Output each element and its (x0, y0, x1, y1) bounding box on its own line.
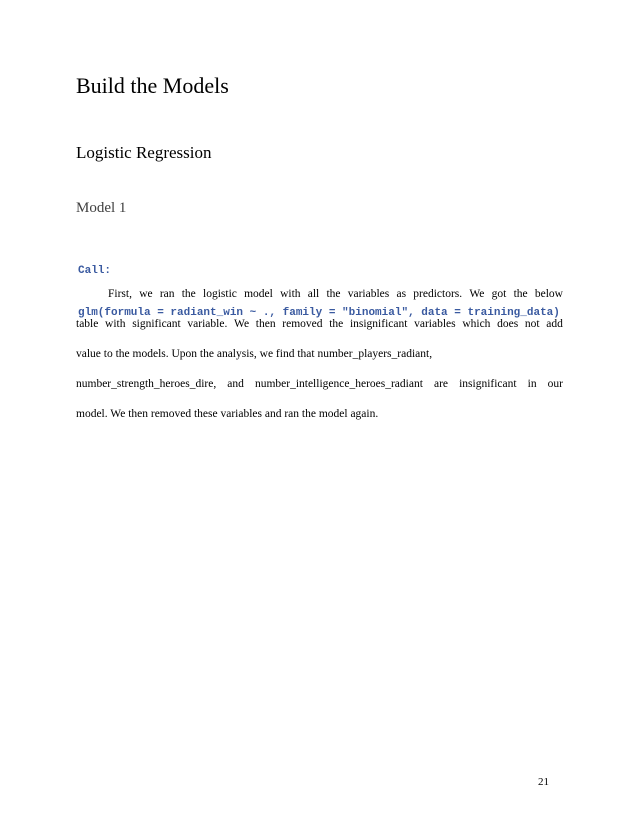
word: the (513, 288, 528, 300)
code-line-glm: glm(formula = radiant_win ~ ., family = "binomial", data = training_data) (78, 307, 560, 319)
word: our (547, 378, 563, 390)
word: removed (282, 318, 323, 330)
justified-line (76, 378, 563, 390)
word: with (280, 288, 301, 300)
word: and (227, 378, 244, 390)
page-number: 21 (538, 776, 549, 788)
word: got (491, 288, 507, 300)
word: variables (347, 288, 390, 300)
word: as (396, 288, 407, 300)
justified-line (76, 318, 563, 330)
model-heading: Model 1 (76, 200, 127, 216)
word: add (546, 318, 563, 330)
paragraph-line-4 (76, 378, 563, 390)
word: First, (108, 288, 132, 300)
word: not (524, 318, 540, 330)
word: with (105, 318, 126, 330)
word: table (76, 318, 99, 330)
paragraph-line-1 (108, 288, 563, 300)
word: insignificant (459, 378, 517, 390)
paragraph-line-2 (76, 318, 563, 330)
word: does (497, 318, 519, 330)
word: number_intelligence_heroes_radiant (254, 378, 423, 390)
word: ran (159, 288, 175, 300)
word: the (181, 288, 196, 300)
word: all (307, 288, 320, 300)
word: in (527, 378, 537, 390)
word: model (244, 288, 273, 300)
word: logistic (203, 288, 237, 300)
section-heading: Build the Models (76, 73, 229, 98)
word: are (433, 378, 449, 390)
paragraph-line-3: value to the models. Upon the analysis, we find that number_players_radiant, (76, 348, 433, 360)
paragraph-line-5: model. We then removed these variables and ran the model again. (76, 408, 379, 420)
word: We (469, 288, 485, 300)
word: below (534, 288, 563, 300)
word: the (329, 318, 344, 330)
word: we (139, 288, 153, 300)
word: which (462, 318, 491, 330)
word: predictors. (413, 288, 463, 300)
word: number_strength_heroes_dire, (76, 378, 217, 390)
word: then (255, 318, 276, 330)
word: variables (414, 318, 456, 330)
word: significant (132, 318, 181, 330)
word: We (234, 318, 250, 330)
word: the (326, 288, 341, 300)
word: insignificant (349, 318, 408, 330)
subsection-heading: Logistic Regression (76, 143, 212, 162)
code-line-call: Call: (78, 265, 112, 277)
word: variable. (187, 318, 228, 330)
justified-line (108, 288, 563, 300)
